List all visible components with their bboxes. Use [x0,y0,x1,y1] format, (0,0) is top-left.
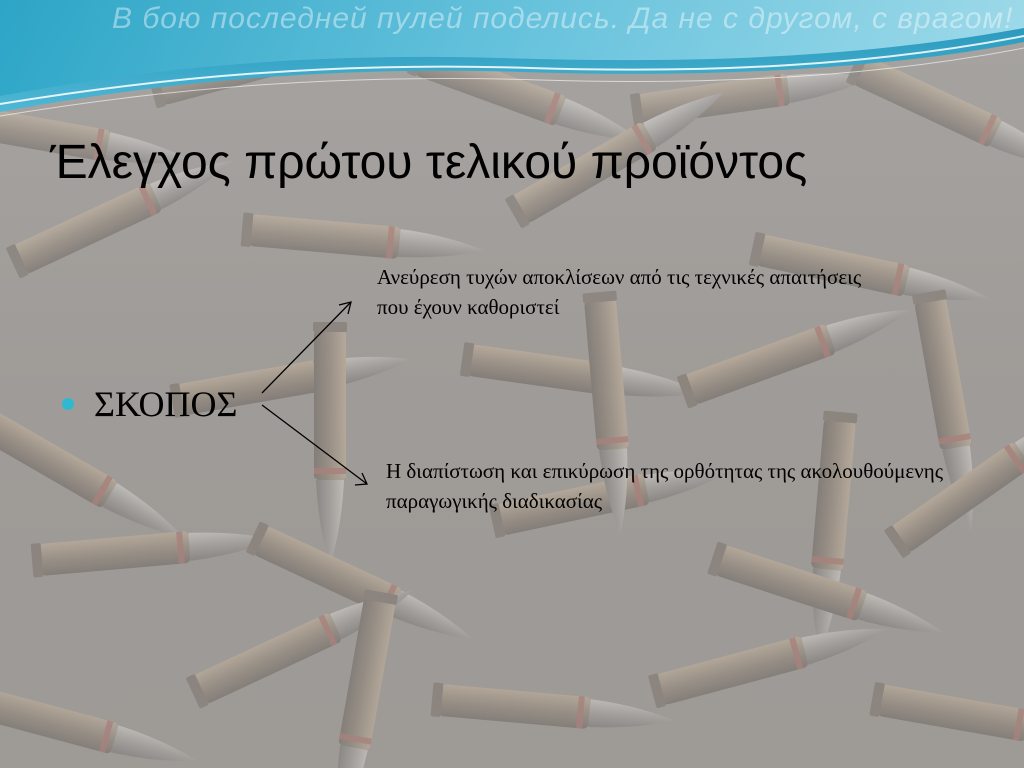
slide-title: Έλεγχος πρώτου τελικού προϊόντος [50,136,808,189]
banner-quote: В бою последней пулей поделись. Да не с другом, с врагом! [112,2,1014,35]
purpose-note-bottom: Η διαπίστωση και επικύρωση της ορθότητας της ακολουθούμενης παραγωγικής διαδικασίας [386,459,944,513]
bullet-text: ΣΚΟΠΟΣ [94,384,238,424]
arrow-down-icon [262,405,367,484]
purpose-note-top: Ανεύρεση τυχών αποκλίσεων από τις τεχνικές απαιτήσεις που έχουν καθοριστεί [377,265,862,319]
arrow-up-icon [262,302,351,393]
